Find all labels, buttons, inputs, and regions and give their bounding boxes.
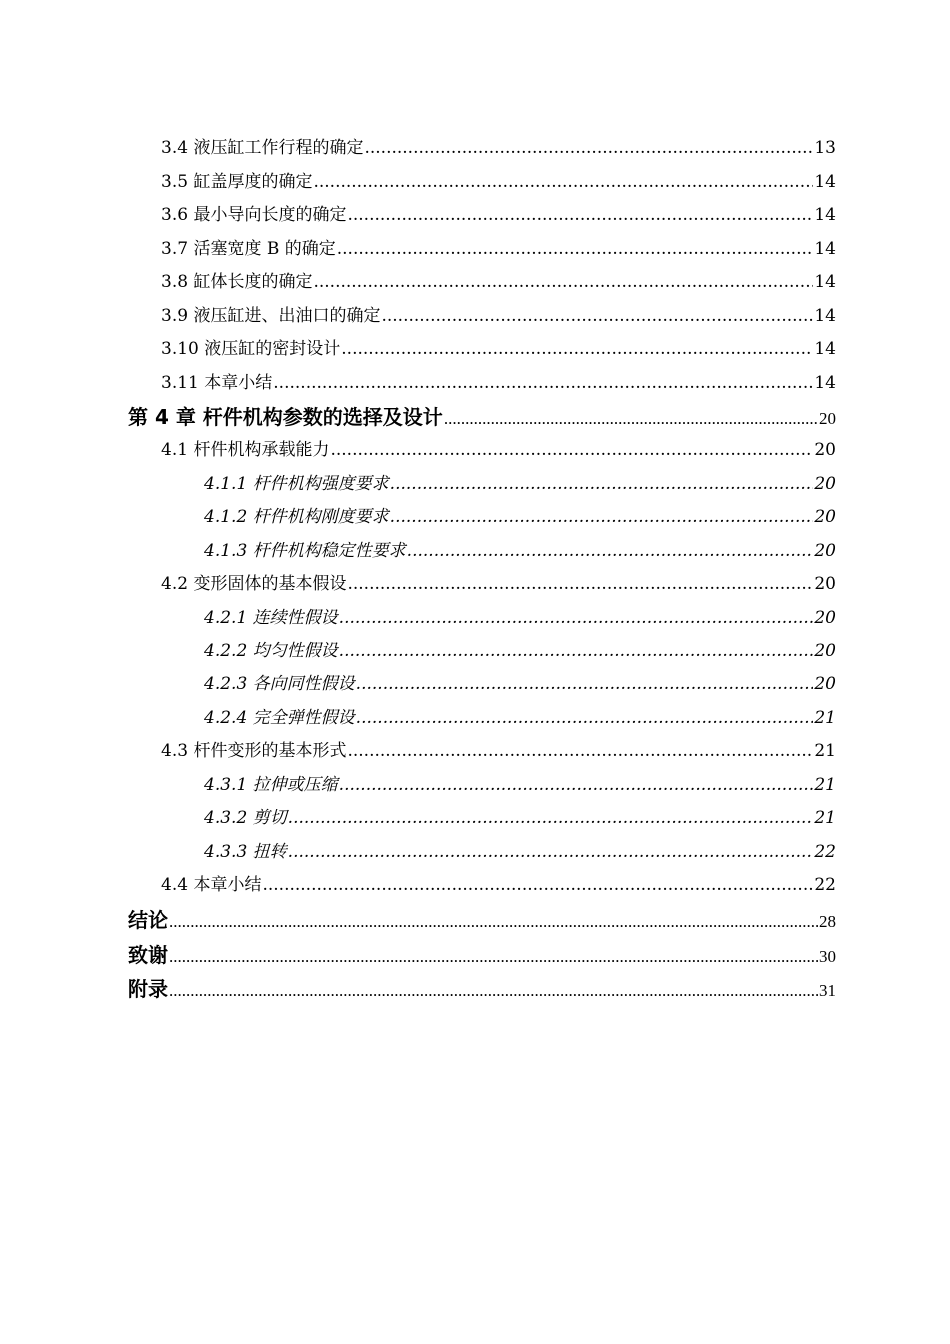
toc-entry-title: 4.3.2 剪切 — [204, 808, 287, 828]
toc-entry-subsection[interactable] — [204, 643, 836, 660]
toc-entry-page: 14 — [814, 172, 836, 192]
toc-entry-page: 13 — [814, 138, 836, 158]
toc-dot-leader — [313, 274, 813, 291]
toc-entry-page: 21 — [814, 741, 836, 761]
toc-entry-page: 31 — [819, 981, 836, 1000]
toc-entry-page: 30 — [819, 947, 836, 966]
toc-entry-title: 4.3.3 扭转 — [204, 842, 287, 862]
toc-dot-leader — [341, 341, 813, 358]
toc-entry-page: 20 — [814, 674, 836, 694]
toc-entry-title: 4.2 变形固体的基本假设 — [161, 574, 347, 594]
toc-entry[interactable] — [161, 274, 836, 291]
toc-entry-page: 14 — [814, 306, 836, 326]
toc-dot-leader — [347, 743, 813, 760]
toc-entry-title: 3.11 本章小结 — [161, 373, 273, 393]
toc-entry[interactable] — [161, 375, 836, 392]
toc-entry-subsection[interactable] — [204, 509, 836, 526]
toc-entry-title: 4.3 杆件变形的基本形式 — [161, 741, 347, 761]
toc-entry-title: 4.1 杆件机构承载能力 — [161, 440, 330, 460]
toc-dot-leader — [407, 543, 814, 560]
toc-dot-leader — [347, 576, 813, 593]
toc-entry-title: 4.2.2 均匀性假设 — [204, 641, 338, 661]
toc-entry[interactable] — [161, 341, 836, 358]
toc-entry-title: 4.2.4 完全弹性假设 — [204, 708, 355, 728]
toc-entry-title: 致谢 — [128, 943, 168, 967]
toc-entry[interactable] — [161, 241, 836, 258]
toc-entry-title: 第 4 章 杆件机构参数的选择及设计 — [128, 405, 443, 429]
toc-entry-page: 20 — [814, 440, 836, 460]
toc-entry-page: 21 — [814, 775, 836, 795]
toc-entry-page: 20 — [814, 608, 836, 628]
toc-entry-chapter[interactable] — [128, 407, 836, 427]
toc-entry-page: 20 — [814, 541, 836, 561]
toc-entry-subsection[interactable] — [204, 810, 836, 827]
toc-entry-page: 20 — [814, 507, 836, 527]
toc-entry-subsection[interactable] — [204, 844, 836, 861]
toc-dot-leader — [364, 140, 813, 157]
toc-dot-leader — [339, 610, 814, 627]
toc-entry-subsection[interactable] — [204, 676, 836, 693]
toc-entry-title: 3.4 液压缸工作行程的确定 — [161, 138, 364, 158]
toc-dot-leader — [288, 810, 814, 827]
toc-dot-leader — [330, 442, 813, 459]
toc-entry-title: 3.7 活塞宽度 B 的确定 — [161, 239, 336, 259]
toc-entry-page: 21 — [814, 808, 836, 828]
toc-dot-leader — [337, 241, 814, 258]
toc-dot-leader — [313, 174, 813, 191]
toc-entry-subsection[interactable] — [204, 710, 836, 727]
toc-entry-chapter[interactable] — [128, 910, 836, 930]
toc-dot-leader — [169, 913, 818, 930]
toc-entry-title: 附录 — [128, 977, 168, 1001]
toc-entry-page: 14 — [814, 239, 836, 259]
toc-entry[interactable] — [161, 140, 836, 157]
toc-entry[interactable] — [161, 877, 836, 894]
toc-dot-leader — [381, 308, 813, 325]
toc-dot-leader — [347, 207, 813, 224]
toc-entry-page: 20 — [814, 641, 836, 661]
toc-entry-subsection[interactable] — [204, 543, 836, 560]
toc-dot-leader — [169, 982, 818, 999]
toc-entry-page: 28 — [819, 912, 836, 931]
toc-dot-leader — [288, 844, 814, 861]
toc-dot-leader — [273, 375, 813, 392]
toc-entry-title: 4.2.1 连续性假设 — [204, 608, 338, 628]
toc-entry-page: 20 — [819, 409, 836, 428]
toc-entry-subsection[interactable] — [204, 476, 836, 493]
toc-entry-title: 3.10 液压缸的密封设计 — [161, 339, 341, 359]
toc-entry-subsection[interactable] — [204, 610, 836, 627]
toc-entry-title: 4.4 本章小结 — [161, 875, 262, 895]
toc-entry-title: 3.9 液压缸进、出油口的确定 — [161, 306, 381, 326]
toc-entry-title: 4.3.1 拉伸或压缩 — [204, 775, 338, 795]
toc-entry[interactable] — [161, 743, 836, 760]
toc-entry-subsection[interactable] — [204, 777, 836, 794]
toc-entry-page: 20 — [814, 574, 836, 594]
toc-entry-page: 21 — [814, 708, 836, 728]
toc-entry-title: 4.1.2 杆件机构刚度要求 — [204, 507, 389, 527]
toc-entry-page: 22 — [814, 875, 836, 895]
toc-entry[interactable] — [161, 442, 836, 459]
toc-entry-title: 3.6 最小导向长度的确定 — [161, 205, 347, 225]
toc-entry[interactable] — [161, 308, 836, 325]
toc-dot-leader — [356, 676, 814, 693]
toc-entry-page: 14 — [814, 272, 836, 292]
toc-entry-page: 22 — [814, 842, 836, 862]
toc-dot-leader — [339, 643, 814, 660]
toc-dot-leader — [390, 476, 814, 493]
toc-entry[interactable] — [161, 174, 836, 191]
toc-entry-title: 结论 — [128, 908, 168, 932]
toc-dot-leader — [339, 777, 814, 794]
toc-dot-leader — [390, 509, 814, 526]
toc-entry-page: 14 — [814, 339, 836, 359]
toc-entry-page: 14 — [814, 373, 836, 393]
toc-entry-chapter[interactable] — [128, 979, 836, 999]
toc-dot-leader — [169, 948, 818, 965]
toc-dot-leader — [444, 410, 818, 427]
toc-entry-title: 4.1.3 杆件机构稳定性要求 — [204, 541, 406, 561]
toc-entry-title: 3.5 缸盖厚度的确定 — [161, 172, 313, 192]
toc-entry-title: 3.8 缸体长度的确定 — [161, 272, 313, 292]
toc-entry-title: 4.1.1 杆件机构强度要求 — [204, 474, 389, 494]
toc-entry-page: 20 — [814, 474, 836, 494]
toc-entry-chapter[interactable] — [128, 945, 836, 965]
toc-dot-leader — [262, 877, 813, 894]
toc-entry[interactable] — [161, 207, 836, 224]
toc-dot-leader — [356, 710, 814, 727]
toc-entry-title: 4.2.3 各向同性假设 — [204, 674, 355, 694]
toc-entry-page: 14 — [814, 205, 836, 225]
toc-entry[interactable] — [161, 576, 836, 593]
